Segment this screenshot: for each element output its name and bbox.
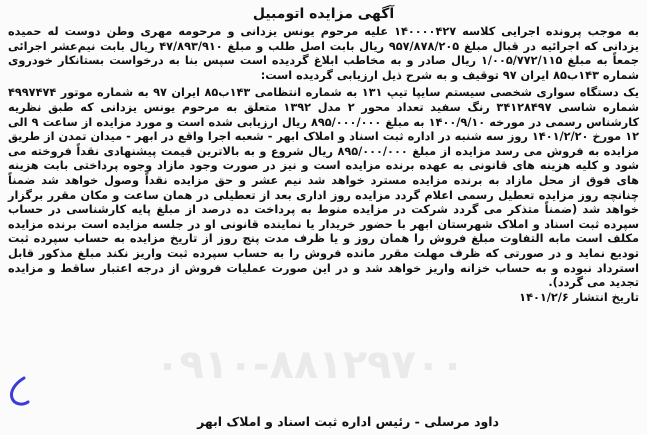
- handwritten-mark-icon: [6, 376, 32, 410]
- notice-title: آگهی مزایده اتومبیل: [252, 6, 395, 22]
- auction-notice: [8, 6, 639, 431]
- notice-paragraph-intro: به موجب پرونده اجرایی کلاسه ۱۴۰۰۰۰۴۲۷ علیه مرحوم یونس یزدانی و مرحومه مهری وطن دوست له حمیده یزدانی که اجرائیه در قبال مبلغ ۹۵۷/۸۷۸/۲۰۵ ریال بابت اصل طلب و مبلغ ۴۷/۸۹۳/۹۱۰ ریال بابت نیم‌عشر اجرائی جمعاً به مبلغ ۱/۰۰۵/۷۷۲/۱۱۵ ریال صادر و به مخاطب ابلاغ گردیده است سپس بنا به درخواست بستانکار خودروی شماره ۱۴۳ب۸۵ ایران ۹۷ توقیف و به شرح ذیل ارزیابی گردیده است:: [8, 25, 639, 82]
- notice-paragraph-details: یک دستگاه سواری شخصی سیستم سایپا تیپ ۱۳۱ به شماره انتظامی ۱۴۳ب۸۵ ایران ۹۷ به شماره موتور ۴۹۹۷۴۷۴ شماره شاسی ۳۴۱۲۸۴۹۷ رنگ سفید تعداد محور ۲ مدل ۱۳۹۲ متعلق به مرحوم یونس یزدانی که طبق نظریه کارشناس رسمی در مورخه ۱۴۰۰/۹/۱۰ به مبلغ ۸۹۵/۰۰۰/۰۰۰ ریال ارزیابی شده است و مورد مزایده از ساعت ۹ الی ۱۲ مورخ ۱۴۰۱/۲/۲۰ روز سه شنبه در اداره ثبت اسناد و املاک ابهر - شعبه اجرا واقع در ابهر - میدان تمدن از طریق مزایده به فروش می رسد مزایده از مبلغ ۸۹۵/۰۰۰/۰۰۰ ریال شروع و به بالاترین قیمت پیشنهادی نقداً فروخته می شود و کلیه هزینه های قانونی به عهده برنده مزایده است و نیز در صورت وجود مازاد وجوه پرداختی بابت هزینه های فوق از محل مازاد به برنده مزایده مسترد خواهد شد نیم عشر و حق مزایده نقداً وصول خواهد شد ضمناً چنانچه روز مزایده تعطیل رسمی اعلام گردد مزایده روز اداری بعد از تعطیلی در همان ساعت و مکان مقرر برگزار خواهد شد (ضمناً متذکر می گردد شرکت در مزایده منوط به پرداخت ده درصد از مبلغ پایه کارشناسی در حساب سپرده ثبت اسناد و املاک شهرستان ابهر با حضور خریدار یا نماینده قانونی او در جلسه مزایده است برنده مزایده مکلف است مابه التفاوت مبلغ فروش را همان روز و یا ظرف مدت پنج روز از تاریخ مزایده به حساب سپرده ثبت تودیع نماید و در صورتی که ظرف مهلت مقرر مانده فروش را به حساب سپرده ثبت واریز نکند مبلغ مذکور قابل استرداد نبوده و به حساب خزانه واریز خواهد شد و در این صورت عملیات فروش از درجه اعتبار ساقط و مزایده تجدید می گردد).: [8, 86, 640, 290]
- signature-line: داود مرسلی - رئیس اداره ثبت اسناد و املاک ابهر: [197, 414, 499, 429]
- publish-date: تاریخ انتشار ۱۴۰۱/۲/۶: [519, 290, 639, 304]
- watermark-text: ۰۹۱۰-۸۸۱۲۹۷۰۰: [155, 342, 465, 388]
